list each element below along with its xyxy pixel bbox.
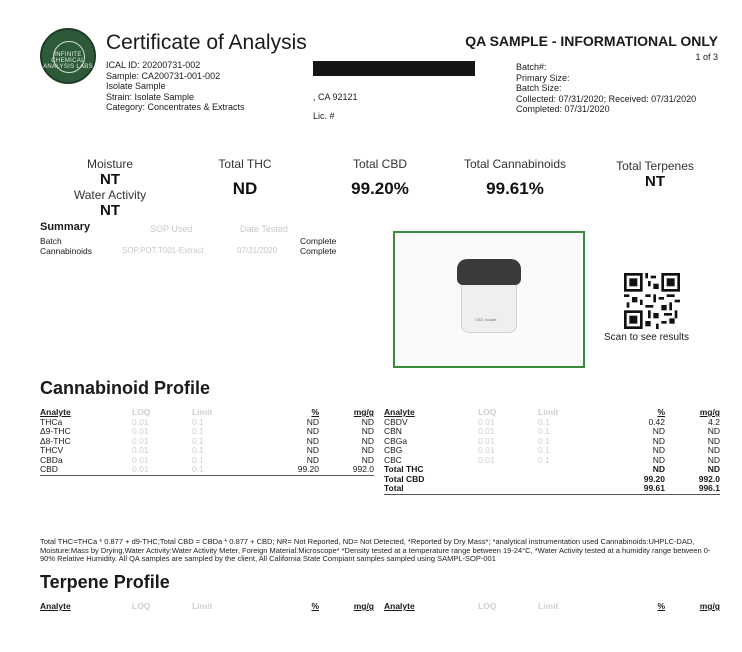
summary-row-name: Batch xyxy=(40,236,62,246)
category: Category: Concentrates & Extracts xyxy=(106,102,245,112)
col-analyte: Analyte xyxy=(40,407,71,417)
sample-id: Sample: CA200731-001-002 xyxy=(106,70,221,81)
cell-analyte: CBN xyxy=(384,426,402,436)
batch-size: Batch Size: xyxy=(516,83,562,93)
cell-empty xyxy=(538,475,598,485)
cell-mgg: ND xyxy=(361,426,374,436)
cell-analyte: Total CBD xyxy=(384,473,425,484)
cell-pct: ND xyxy=(306,416,319,427)
footnote: Total THC=THCa * 0.877 + d9-THC;Total CBD = CBDa * 0.877 + CBD; NR= Not Reported, ND= Not Detected, *Reported by Dry Mass*; *analytical instrumentation used Cannabinoids:UHPLC-DAD, Moisture:Mass by Drying,Water Activity:Water Activity Meter, Foreign Material:Microscope* *Density tested at a temperature range between 19-24°C, *Water Activity tested at a humidity range between 0-90% Relative Humidity. All QA samples are sampled by the client, All California State Compiant samples sampled using SAMPL-SOP-001 xyxy=(40,537,711,563)
cell-loq: 0.01 xyxy=(478,416,495,427)
col-pct: % xyxy=(311,407,319,417)
cell-mgg: ND xyxy=(707,435,720,446)
cell-pct: 99.61 xyxy=(598,484,665,494)
cannabinoid-profile-title: Cannabinoid Profile xyxy=(40,378,211,398)
cell-empty xyxy=(478,465,538,475)
cell-loq: 0.01 xyxy=(132,435,149,446)
summary-col-date: Date Tested xyxy=(240,224,288,234)
moisture-stat xyxy=(60,157,160,219)
moisture-label: Moisture xyxy=(86,157,133,171)
cannabinoid-left-rows xyxy=(40,418,374,476)
completed-date: Completed: 07/31/2020 xyxy=(516,104,610,114)
cell-analyte: THCV xyxy=(40,445,64,455)
col-limit: Limit xyxy=(538,407,559,417)
cell-lod: 0.1 xyxy=(192,426,204,436)
cell-lod: 0.1 xyxy=(192,416,204,427)
jar-label: CBD Isolate xyxy=(475,317,497,322)
col-limit: Limit xyxy=(538,601,559,611)
summary-row-name: Cannabinoids xyxy=(40,246,92,256)
col-loq: LOQ xyxy=(478,407,497,417)
total-cannabinoids-stat xyxy=(460,157,570,199)
col-analyte: Analyte xyxy=(384,407,415,417)
summary-col-sop: SOP Used xyxy=(150,224,193,234)
cell-pct: ND xyxy=(306,445,319,455)
total-terpenes-label: Total Terpenes xyxy=(616,159,694,173)
total-cbd-label: Total CBD xyxy=(352,157,408,171)
cell-mgg: 992.0 xyxy=(319,465,374,475)
cell-mgg: ND xyxy=(707,464,720,474)
cell-analyte: Total THC xyxy=(384,464,424,474)
cell-empty xyxy=(478,484,538,494)
cell-pct: 99.20 xyxy=(643,473,665,484)
cell-lod: 0.1 xyxy=(538,416,550,427)
cell-lod: 0.1 xyxy=(538,445,550,455)
cell-lod: 0.1 xyxy=(192,454,204,465)
ical-id: ICAL ID: 20200731-002 xyxy=(106,60,201,70)
total-terpenes-value: NT xyxy=(645,173,665,190)
total-cbd-stat xyxy=(335,157,425,199)
terpene-table-right xyxy=(384,602,720,612)
cell-pct: 0.42 xyxy=(648,416,665,427)
col-analyte: Analyte xyxy=(40,601,71,611)
logo-text: INFINITE CHEMICAL ANALYSIS LABS xyxy=(43,52,93,70)
jar-lid xyxy=(457,259,521,285)
total-thc-stat xyxy=(200,157,290,199)
cell-pct: ND xyxy=(652,426,665,436)
terpene-profile-title: Terpene Profile xyxy=(40,572,170,592)
table-row xyxy=(384,437,720,447)
table-row xyxy=(40,418,374,428)
total-thc-value: ND xyxy=(232,179,258,198)
table-row xyxy=(384,465,720,475)
sample-info xyxy=(106,60,245,113)
cell-pct: ND xyxy=(652,464,665,474)
redacted-client-name xyxy=(313,61,475,76)
cell-analyte: CBDV xyxy=(384,416,408,427)
summary-row-status: Complete xyxy=(300,236,337,246)
table-row xyxy=(384,484,720,494)
cell-loq: 0.01 xyxy=(132,454,149,465)
page-number: 1 of 3 xyxy=(695,52,718,62)
col-loq: LOQ xyxy=(478,601,497,611)
cell-empty xyxy=(478,475,538,485)
cell-loq: 0.01 xyxy=(478,445,495,455)
cell-lod: 0.1 xyxy=(192,465,252,475)
lab-logo xyxy=(40,28,96,84)
cell-pct: ND xyxy=(652,435,665,446)
total-cannabinoids-value: 99.61% xyxy=(486,179,544,198)
cell-loq: 0.01 xyxy=(478,435,495,446)
cell-lod: 0.1 xyxy=(192,445,204,455)
table-row xyxy=(40,446,374,456)
jar-body xyxy=(461,281,517,333)
summary-title: Summary xyxy=(40,221,91,233)
cell-mgg: 996.1 xyxy=(665,484,720,494)
product-photo xyxy=(393,231,585,368)
cell-analyte: CBD xyxy=(40,465,132,475)
cell-analyte: Total xyxy=(384,484,478,494)
summary-row-sop: SOP.POT.T001-Extract xyxy=(122,246,204,255)
cell-analyte: CBC xyxy=(384,454,402,465)
cell-loq: 0.01 xyxy=(478,426,495,436)
col-pct: % xyxy=(657,407,665,417)
col-mgg: mg/g xyxy=(699,601,720,611)
summary-row xyxy=(40,236,62,247)
cell-mgg: ND xyxy=(361,445,374,455)
table-row xyxy=(384,475,720,485)
col-pct: % xyxy=(657,601,665,611)
cannabinoid-right-rows xyxy=(384,418,720,466)
cell-analyte: CBGa xyxy=(384,435,408,446)
cannabinoid-totals xyxy=(384,465,720,494)
cell-analyte: CBDa xyxy=(40,454,63,465)
collected-date: Collected: 07/31/2020; Received: 07/31/2020 xyxy=(516,93,697,104)
total-cbd-value: 99.20% xyxy=(351,179,409,198)
summary-row-date: 07/31/2020 xyxy=(237,246,278,255)
water-activity-label: Water Activity xyxy=(73,188,147,202)
col-mgg: mg/g xyxy=(353,407,374,417)
table-row xyxy=(40,437,374,447)
cell-mgg: ND xyxy=(361,435,374,446)
cell-analyte: THCa xyxy=(40,416,63,427)
cell-lod: 0.1 xyxy=(538,454,550,465)
summary-row-status: Complete xyxy=(300,246,337,256)
col-mgg: mg/g xyxy=(353,601,374,611)
cell-empty xyxy=(538,465,598,475)
strain: Strain: Isolate Sample xyxy=(106,91,195,102)
total-thc-label: Total THC xyxy=(218,157,272,171)
table-row xyxy=(40,456,374,466)
table-row xyxy=(384,446,720,456)
col-limit: Limit xyxy=(192,407,213,417)
cell-pct: 99.20 xyxy=(252,465,319,475)
cell-mgg: 992.0 xyxy=(698,473,720,484)
cell-pct: ND xyxy=(652,445,665,455)
cell-mgg: ND xyxy=(361,416,374,427)
cell-loq: 0.01 xyxy=(132,426,149,436)
col-loq: LOQ xyxy=(132,601,151,611)
cell-loq: 0.01 xyxy=(132,465,192,475)
cell-mgg: ND xyxy=(707,454,720,465)
cell-lod: 0.1 xyxy=(538,426,550,436)
col-mgg: mg/g xyxy=(699,407,720,417)
batch-number: Batch#: xyxy=(516,62,547,72)
table-row xyxy=(40,427,374,437)
cell-mgg: 4.2 xyxy=(708,416,720,427)
cell-lod: 0.1 xyxy=(192,435,204,446)
cell-analyte: Δ9-THC xyxy=(40,426,71,436)
cell-mgg: ND xyxy=(707,445,720,455)
page-title: Certificate of Analysis xyxy=(106,31,307,54)
batch-info xyxy=(516,62,696,115)
cannabinoid-table-right xyxy=(384,408,720,495)
cell-loq: 0.01 xyxy=(132,445,149,455)
qr-code[interactable] xyxy=(624,273,680,329)
primary-size: Primary Size: xyxy=(516,72,570,83)
cell-loq: 0.01 xyxy=(478,454,495,465)
qr-caption: Scan to see results xyxy=(604,332,690,343)
cell-loq: 0.01 xyxy=(132,416,149,427)
cannabinoid-table-left xyxy=(40,408,374,476)
cell-analyte: CBG xyxy=(384,445,403,455)
table-row xyxy=(384,427,720,437)
cell-pct: ND xyxy=(306,426,319,436)
cell-pct: ND xyxy=(652,454,665,465)
col-pct: % xyxy=(311,601,319,611)
cell-empty xyxy=(538,484,598,494)
summary-row xyxy=(40,246,92,257)
license-number: Lic. # xyxy=(313,111,335,121)
cell-pct: ND xyxy=(306,435,319,446)
table-row xyxy=(384,418,720,428)
total-cannabinoids-label: Total Cannabinoids xyxy=(463,157,567,171)
cell-analyte: Δ8-THC xyxy=(40,435,71,446)
cell-mgg: ND xyxy=(361,454,374,465)
cell-lod: 0.1 xyxy=(538,435,550,446)
client-city: , CA 92121 xyxy=(313,92,358,102)
moisture-value: NT xyxy=(100,171,120,188)
sample-type: Isolate Sample xyxy=(106,81,166,91)
col-analyte: Analyte xyxy=(384,601,415,611)
table-row xyxy=(40,465,374,475)
qa-title: QA SAMPLE - INFORMATIONAL ONLY xyxy=(465,33,718,49)
col-loq: LOQ xyxy=(132,407,151,417)
cell-pct: ND xyxy=(306,454,319,465)
table-row xyxy=(384,456,720,466)
water-activity-value: NT xyxy=(100,202,120,219)
cell-mgg: ND xyxy=(707,426,720,436)
total-terpenes-stat xyxy=(610,159,700,190)
terpene-table-left xyxy=(40,602,374,612)
col-limit: Limit xyxy=(192,601,213,611)
